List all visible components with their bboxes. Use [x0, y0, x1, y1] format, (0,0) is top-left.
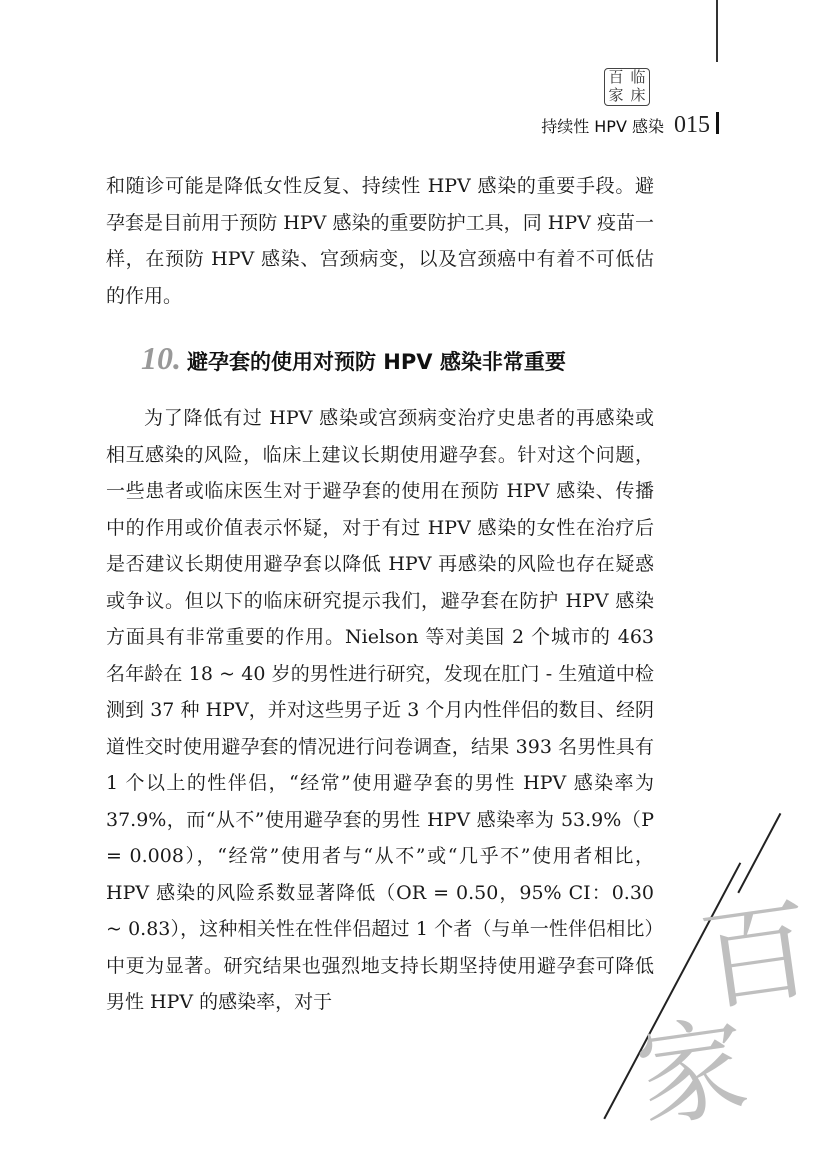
watermark-char: 百 [692, 884, 820, 1027]
top-vertical-rule [716, 0, 718, 62]
paragraph-continued: 和随诊可能是降低女性反复、持续性 HPV 感染的重要手段。避孕套是目前用于预防 HPV 感染的重要防护工具，同 HPV 疫苗一样，在预防 HPV 感染、宫颈病变，以及宫颈癌中有着不可低估的作用。 [106, 175, 654, 307]
header-vertical-rule [716, 112, 719, 134]
page-number: 015 [674, 112, 710, 138]
section-title: 避孕套的使用对预防 HPV 感染非常重要 [187, 350, 566, 374]
running-header [541, 112, 710, 139]
logo-char: 百 [608, 68, 624, 86]
logo-char: 家 [608, 86, 624, 104]
running-title: 持续性 HPV 感染 [541, 117, 664, 136]
watermark-char: 家 [628, 1001, 756, 1144]
section-body-paragraph: 为了降低有过 HPV 感染或宫颈病变治疗史患者的再感染或相互感染的风险，临床上建议长期使用避孕套。针对这个问题，一些患者或临床医生对于避孕套的使用在预防 HPV 感染、传播中的作用或价值表示怀疑，对于有过 HPV 感染的女性在治疗后是否建议长期使用避孕套以降低 HPV 再感染的风险也存在疑惑或争议。但以下的临床研究提示我们，避孕套在防护 HPV 感染方面具有非常重要的作用。Nielson 等对美国 2 个城市的 463 名年龄在 18 ~ 40 岁的男性进行研究，发现在肛门 - 生殖道中检测到 37 种 HPV，并对这些男子近 3 个月内性伴侣的数目、经阴道性交时使用避孕套的情况进行问卷调查，结果 393 名男性具有 1 个以上的性伴侣，“经常”使用避孕套的男性 HPV 感染率为 37.9%，而“从不”使用避孕套的男性 HPV 感染率为 53.9%（P = 0.008），“经常”使用者与“从不”或“几乎不”使用者相比，HPV 感染的风险系数显著降低（OR = 0.50，95% CI：0.30 ~ 0.83），这种相关性在性伴侣超过 1 个者（与单一性伴侣相比）中更为显著。研究结果也强烈地支持长期坚持使用避孕套可降低男性 HPV 的感染率，对于 [106, 407, 654, 1013]
logo-char: 临 [630, 68, 646, 86]
section-number: 10. [141, 340, 181, 376]
series-logo [604, 68, 650, 106]
logo-char: 床 [630, 86, 646, 104]
section-heading [141, 340, 566, 377]
